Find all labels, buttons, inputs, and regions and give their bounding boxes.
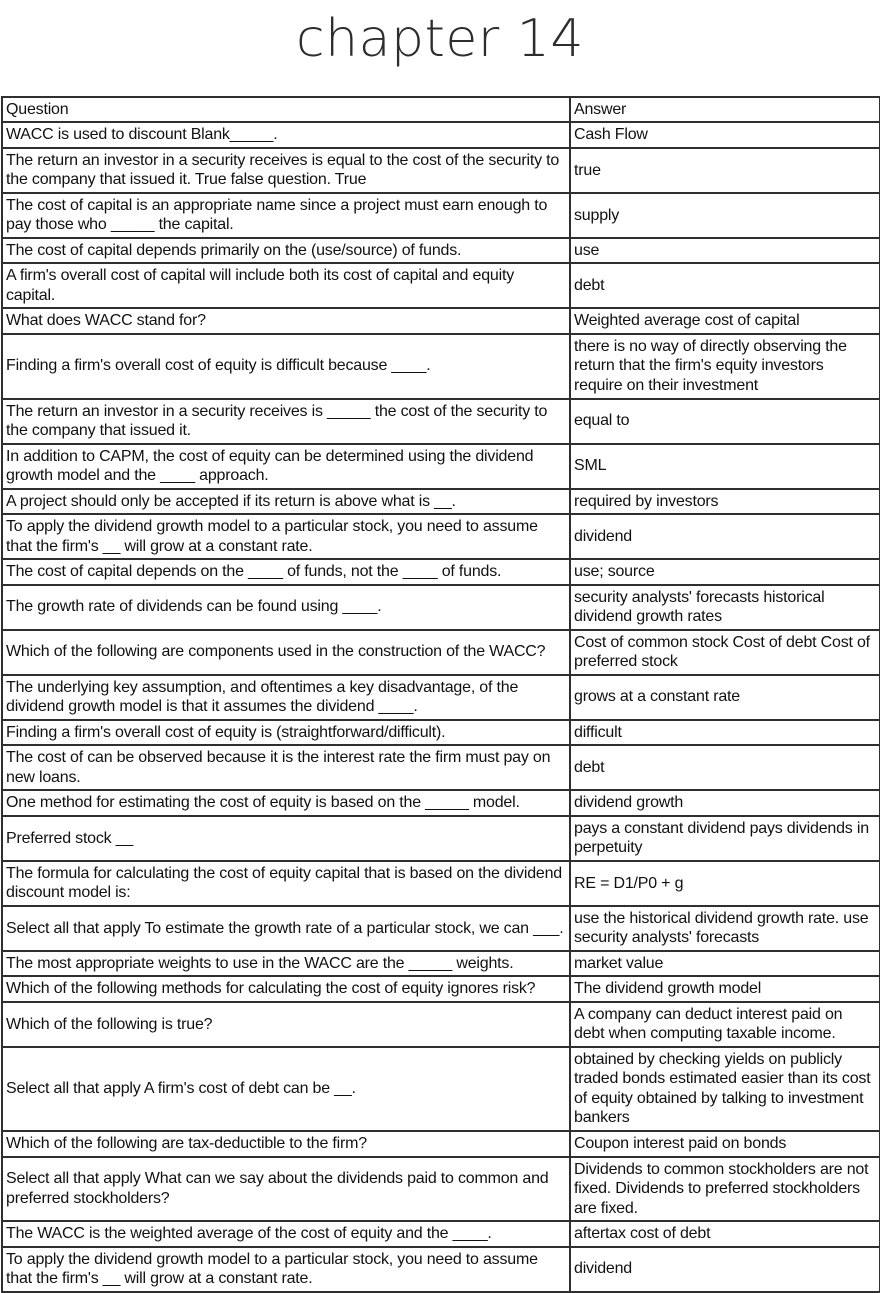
table-row [2,334,880,399]
answer-cell: supply [570,193,880,238]
question-cell: The cost of capital depends primarily on the (use/source) of funds. [2,238,570,264]
question-cell: The growth rate of dividends can be found using ____. [2,585,570,630]
question-column-header: Question [2,97,570,123]
question-cell: To apply the dividend growth model to a particular stock, you need to assume that the firm's __ will grow at a constant rate. [2,514,570,559]
table-row [2,951,880,977]
table-row [2,489,880,515]
question-cell: WACC is used to discount Blank_____. [2,122,570,148]
question-cell: Select all that apply What can we say about the dividends paid to common and preferred stockholders? [2,1157,570,1222]
question-cell: In addition to CAPM, the cost of equity can be determined using the dividend growth model and the ____ approach. [2,444,570,489]
page-title: chapter 14 [296,9,584,69]
question-cell: Finding a firm's overall cost of equity is difficult because ____. [2,334,570,399]
answer-cell: difficult [570,720,880,746]
question-cell: The cost of capital depends on the ____ of funds, not the ____ of funds. [2,559,570,585]
table-header-row [2,97,880,123]
answer-cell: dividend growth [570,790,880,816]
table-row [2,1002,880,1047]
answer-cell: use the historical dividend growth rate. use security analysts' forecasts [570,906,880,951]
table-row [2,630,880,675]
question-cell: The return an investor in a security receives is _____ the cost of the security to the company that issued it. [2,399,570,444]
question-cell: A firm's overall cost of capital will include both its cost of capital and equity capital. [2,263,570,308]
answer-cell: security analysts' forecasts historical dividend growth rates [570,585,880,630]
table-row [2,720,880,746]
question-cell: Which of the following is true? [2,1002,570,1047]
answer-cell: dividend [570,1247,880,1292]
question-cell: The underlying key assumption, and oftentimes a key disadvantage, of the dividend growth model is that it assumes the dividend ____. [2,675,570,720]
table-row [2,263,880,308]
answer-cell: grows at a constant rate [570,675,880,720]
answer-cell: there is no way of directly observing the return that the firm's equity investors require on their investment [570,334,880,399]
answer-cell: use; source [570,559,880,585]
table-row [2,514,880,559]
question-cell: A project should only be accepted if its return is above what is __. [2,489,570,515]
answer-cell: true [570,148,880,193]
table-row [2,675,880,720]
table-row [2,238,880,264]
table-row [2,976,880,1002]
question-cell: Which of the following are components used in the construction of the WACC? [2,630,570,675]
answer-cell: equal to [570,399,880,444]
table-row [2,1047,880,1131]
table-row [2,861,880,906]
table-row [2,193,880,238]
table-row [2,585,880,630]
question-cell: Preferred stock __ [2,816,570,861]
table-row [2,148,880,193]
answer-cell: Weighted average cost of capital [570,308,880,334]
answer-cell: use [570,238,880,264]
answer-cell: Cash Flow [570,122,880,148]
answer-cell: market value [570,951,880,977]
table-row [2,308,880,334]
answer-cell: The dividend growth model [570,976,880,1002]
question-cell: The most appropriate weights to use in the WACC are the _____ weights. [2,951,570,977]
answer-cell: debt [570,263,880,308]
answer-cell: Coupon interest paid on bonds [570,1131,880,1157]
question-cell: The return an investor in a security receives is equal to the cost of the security to the company that issued it. True false question. True [2,148,570,193]
answer-cell: obtained by checking yields on publicly traded bonds estimated easier than its cost of equity obtained by talking to investment bankers [570,1047,880,1131]
table-row [2,1157,880,1222]
answer-cell: SML [570,444,880,489]
question-cell: To apply the dividend growth model to a particular stock, you need to assume that the firm's __ will grow at a constant rate. [2,1247,570,1292]
question-cell: Select all that apply To estimate the growth rate of a particular stock, we can ___. [2,906,570,951]
table-row [2,745,880,790]
table-row [2,816,880,861]
page [0,10,880,1293]
question-cell: The cost of capital is an appropriate name since a project must earn enough to pay those who _____ the capital. [2,193,570,238]
answer-cell: aftertax cost of debt [570,1221,880,1247]
question-cell: The WACC is the weighted average of the cost of equity and the ____. [2,1221,570,1247]
table-body [2,122,880,1291]
table-row [2,399,880,444]
question-cell: The formula for calculating the cost of equity capital that is based on the dividend discount model is: [2,861,570,906]
answer-cell: required by investors [570,489,880,515]
answer-cell: dividend [570,514,880,559]
answer-cell: A company can deduct interest paid on debt when computing taxable income. [570,1002,880,1047]
table-row [2,1221,880,1247]
question-cell: One method for estimating the cost of equity is based on the _____ model. [2,790,570,816]
table-row [2,559,880,585]
question-cell: Which of the following are tax-deductible to the firm? [2,1131,570,1157]
question-cell: The cost of can be observed because it is the interest rate the firm must pay on new loans. [2,745,570,790]
question-cell: Finding a firm's overall cost of equity is (straightforward/difficult). [2,720,570,746]
question-cell: Select all that apply A firm's cost of debt can be __. [2,1047,570,1131]
table-row [2,906,880,951]
table-row [2,444,880,489]
answer-cell: pays a constant dividend pays dividends in perpetuity [570,816,880,861]
answer-cell: Dividends to common stockholders are not fixed. Dividends to preferred stockholders are fixed. [570,1157,880,1222]
qa-table [1,96,880,1293]
answer-cell: Cost of common stock Cost of debt Cost of preferred stock [570,630,880,675]
question-cell: What does WACC stand for? [2,308,570,334]
answer-cell: RE = D1/P0 + g [570,861,880,906]
table-row [2,1131,880,1157]
table-row [2,122,880,148]
answer-cell: debt [570,745,880,790]
table-row [2,790,880,816]
table-row [2,1247,880,1292]
answer-column-header: Answer [570,97,880,123]
question-cell: Which of the following methods for calculating the cost of equity ignores risk? [2,976,570,1002]
